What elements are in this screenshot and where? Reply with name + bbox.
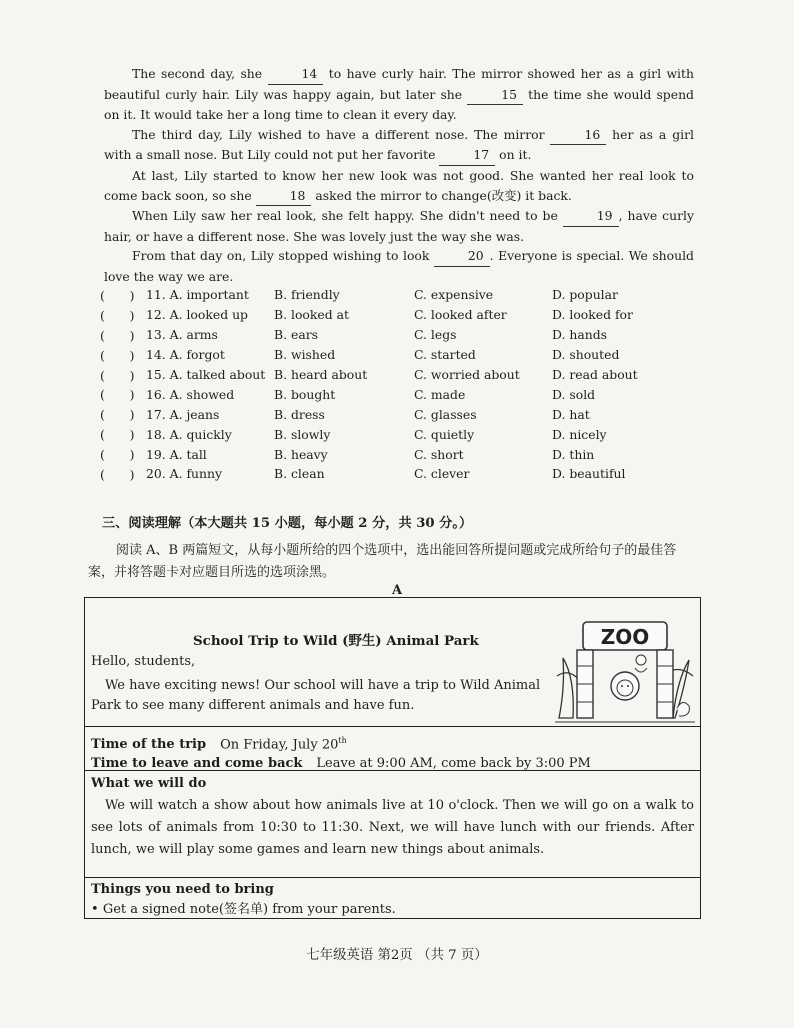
option-c: C. made — [414, 386, 466, 402]
blank-16: 16 — [550, 125, 606, 146]
trip-date-label: Time of the trip — [91, 737, 207, 753]
option-b: B. clean — [274, 466, 325, 482]
story-paragraph — [104, 64, 694, 125]
notice-intro: We have exciting news! Our school will have a trip to Wild Animal Park to see many different animals and have fun. — [91, 678, 541, 713]
page-footer: 七年级英语 第2页 （共 7 页） — [306, 948, 488, 963]
passage-label: A — [392, 583, 403, 598]
option-a: 19. A. tall — [146, 446, 207, 462]
notice-bring-section — [85, 878, 700, 918]
option-c: C. legs — [414, 327, 457, 343]
option-c: C. expensive — [414, 287, 494, 303]
answer-paren[interactable]: ( ) — [100, 447, 135, 463]
option-a: 16. A. showed — [146, 386, 235, 402]
notice-intro-section — [85, 598, 700, 727]
story-text: to have curly hair. The mirror showed her as a girl with beautiful curly hair. Lily was happy again, but later she — [104, 66, 694, 102]
option-a: 15. A. talked about — [146, 367, 266, 382]
bring-label: Things you need to bring — [91, 882, 274, 897]
story-paragraph — [104, 166, 694, 206]
option-a: 17. A. jeans — [146, 406, 220, 422]
story-text: At last, Lily started to know her new look was not good. She wanted her real look to come back soon, so she — [104, 167, 694, 203]
answer-paren[interactable]: ( ) — [100, 347, 135, 363]
option-c: C. quietly — [414, 426, 475, 442]
question-row — [100, 325, 638, 345]
option-c: C. clever — [414, 466, 470, 482]
option-c: C. glasses — [414, 406, 477, 422]
answer-paren[interactable]: ( ) — [100, 407, 135, 423]
option-d: D. sold — [552, 386, 596, 402]
option-b: B. dress — [274, 406, 325, 422]
story-text: From that day on, Lily stopped wishing to look — [132, 248, 430, 264]
question-row — [100, 464, 638, 484]
answer-paren[interactable]: ( ) — [100, 466, 135, 482]
cloze-story — [104, 64, 694, 287]
option-a: 11. A. important — [146, 287, 249, 303]
bullet-icon: • — [91, 902, 99, 917]
blank-15: 15 — [467, 85, 523, 106]
blank-17: 17 — [439, 145, 495, 166]
blank-20: 20 — [434, 246, 490, 267]
activities-text: We will watch a show about how animals live at 10 o'clock. Then we will go on a walk to see lots of animals from 10:30 to 11:30. Next, we will have lunch with our friends. After lunch, we will play some games and learn new things about animals. — [91, 798, 694, 857]
question-row — [100, 365, 638, 385]
trip-date-row — [91, 731, 694, 754]
option-b: B. heavy — [274, 446, 328, 462]
answer-paren[interactable]: ( ) — [100, 367, 135, 383]
notice-greeting: Hello, students, — [91, 654, 196, 669]
option-b: B. ears — [274, 327, 318, 343]
question-row — [100, 345, 638, 365]
story-text: on it. — [499, 147, 532, 163]
question-row — [100, 384, 638, 404]
story-paragraph — [104, 246, 694, 286]
option-d: D. hat — [552, 406, 590, 422]
option-c: C. short — [414, 446, 464, 462]
answer-paren[interactable]: ( ) — [100, 387, 135, 403]
option-d: D. popular — [552, 287, 618, 303]
option-c: C. worried about — [414, 367, 520, 382]
trip-notice-box — [84, 597, 701, 919]
story-text: The third day, Lily wished to have a different nose. The mirror — [132, 126, 545, 142]
answer-paren[interactable]: ( ) — [100, 307, 135, 323]
zoo-gate-illustration — [555, 618, 695, 726]
option-a: 18. A. quickly — [146, 426, 232, 442]
story-paragraph — [104, 125, 694, 166]
option-d: D. looked for — [552, 307, 633, 323]
option-d: D. nicely — [552, 426, 607, 442]
option-b: B. wished — [274, 347, 336, 363]
story-text: . Everyone is special. We should love the way we are. — [104, 248, 694, 284]
option-b: B. bought — [274, 386, 336, 402]
answer-paren[interactable]: ( ) — [100, 287, 135, 303]
bring-item-row — [91, 900, 694, 920]
option-a: 12. A. looked up — [146, 307, 248, 323]
section-instructions: 阅读 A、B 两篇短文，从每小题所给的四个选项中，选出能回答所提问题或完成所给句子的最佳答案，并将答题卡对应题目所选的选项涂黑。 — [88, 543, 677, 580]
question-row — [100, 424, 638, 444]
blank-14: 14 — [268, 64, 324, 85]
option-c: C. looked after — [414, 307, 507, 323]
notice-times-section — [85, 727, 700, 771]
notice-activities-section — [85, 771, 700, 878]
zoo-sign-text: ZOO — [600, 625, 650, 649]
blank-19: 19 — [563, 206, 619, 227]
question-row — [100, 444, 638, 464]
option-c: C. started — [414, 347, 476, 363]
question-row — [100, 285, 638, 305]
answer-paren[interactable]: ( ) — [100, 427, 135, 443]
story-text: her as a girl with a small nose. But Lily could not put her favorite — [104, 126, 694, 163]
leave-time-label: Time to leave and come back — [91, 756, 303, 772]
option-b: B. looked at — [274, 307, 349, 323]
question-row — [100, 404, 638, 424]
leave-time-value: Leave at 9:00 AM, come back by 3:00 PM — [316, 756, 591, 772]
question-row — [100, 305, 638, 325]
option-d: D. beautiful — [552, 466, 626, 482]
bring-item: Get a signed note(签名单) from your parents. — [102, 902, 396, 917]
option-d: D. hands — [552, 327, 608, 343]
option-a: 20. A. funny — [146, 466, 222, 482]
option-d: D. shouted — [552, 347, 620, 363]
option-b: B. slowly — [274, 426, 331, 442]
trip-date-suffix: th — [338, 736, 347, 745]
story-paragraph — [104, 206, 694, 246]
option-a: 14. A. forgot — [146, 347, 225, 363]
option-d: D. read about — [552, 367, 638, 382]
story-text: the time she would spend on it. It would take her a long time to clean it every day. — [104, 86, 694, 123]
section-heading: 三、阅读理解（本大题共 15 小题，每小题 2 分，共 30 分。） — [102, 516, 473, 531]
option-a: 13. A. arms — [146, 327, 218, 343]
story-text: The second day, she — [132, 66, 263, 81]
option-b: B. heard about — [274, 367, 368, 382]
blank-18: 18 — [256, 186, 312, 207]
notice-title: School Trip to Wild (野生) Animal Park — [193, 633, 479, 649]
option-d: D. thin — [552, 446, 595, 462]
activities-label: What we will do — [91, 776, 207, 791]
answer-options — [100, 285, 638, 484]
answer-paren[interactable]: ( ) — [100, 327, 135, 343]
story-text: asked the mirror to change(改变) it back. — [315, 187, 572, 203]
story-text: , have curly hair, or have a different nose. She was lovely just the way she was. — [104, 208, 694, 244]
story-text: When Lily saw her real look, she felt happy. She didn't need to be — [132, 208, 558, 224]
option-b: B. friendly — [274, 287, 340, 303]
trip-date-value: On Friday, July 20 — [220, 737, 339, 753]
